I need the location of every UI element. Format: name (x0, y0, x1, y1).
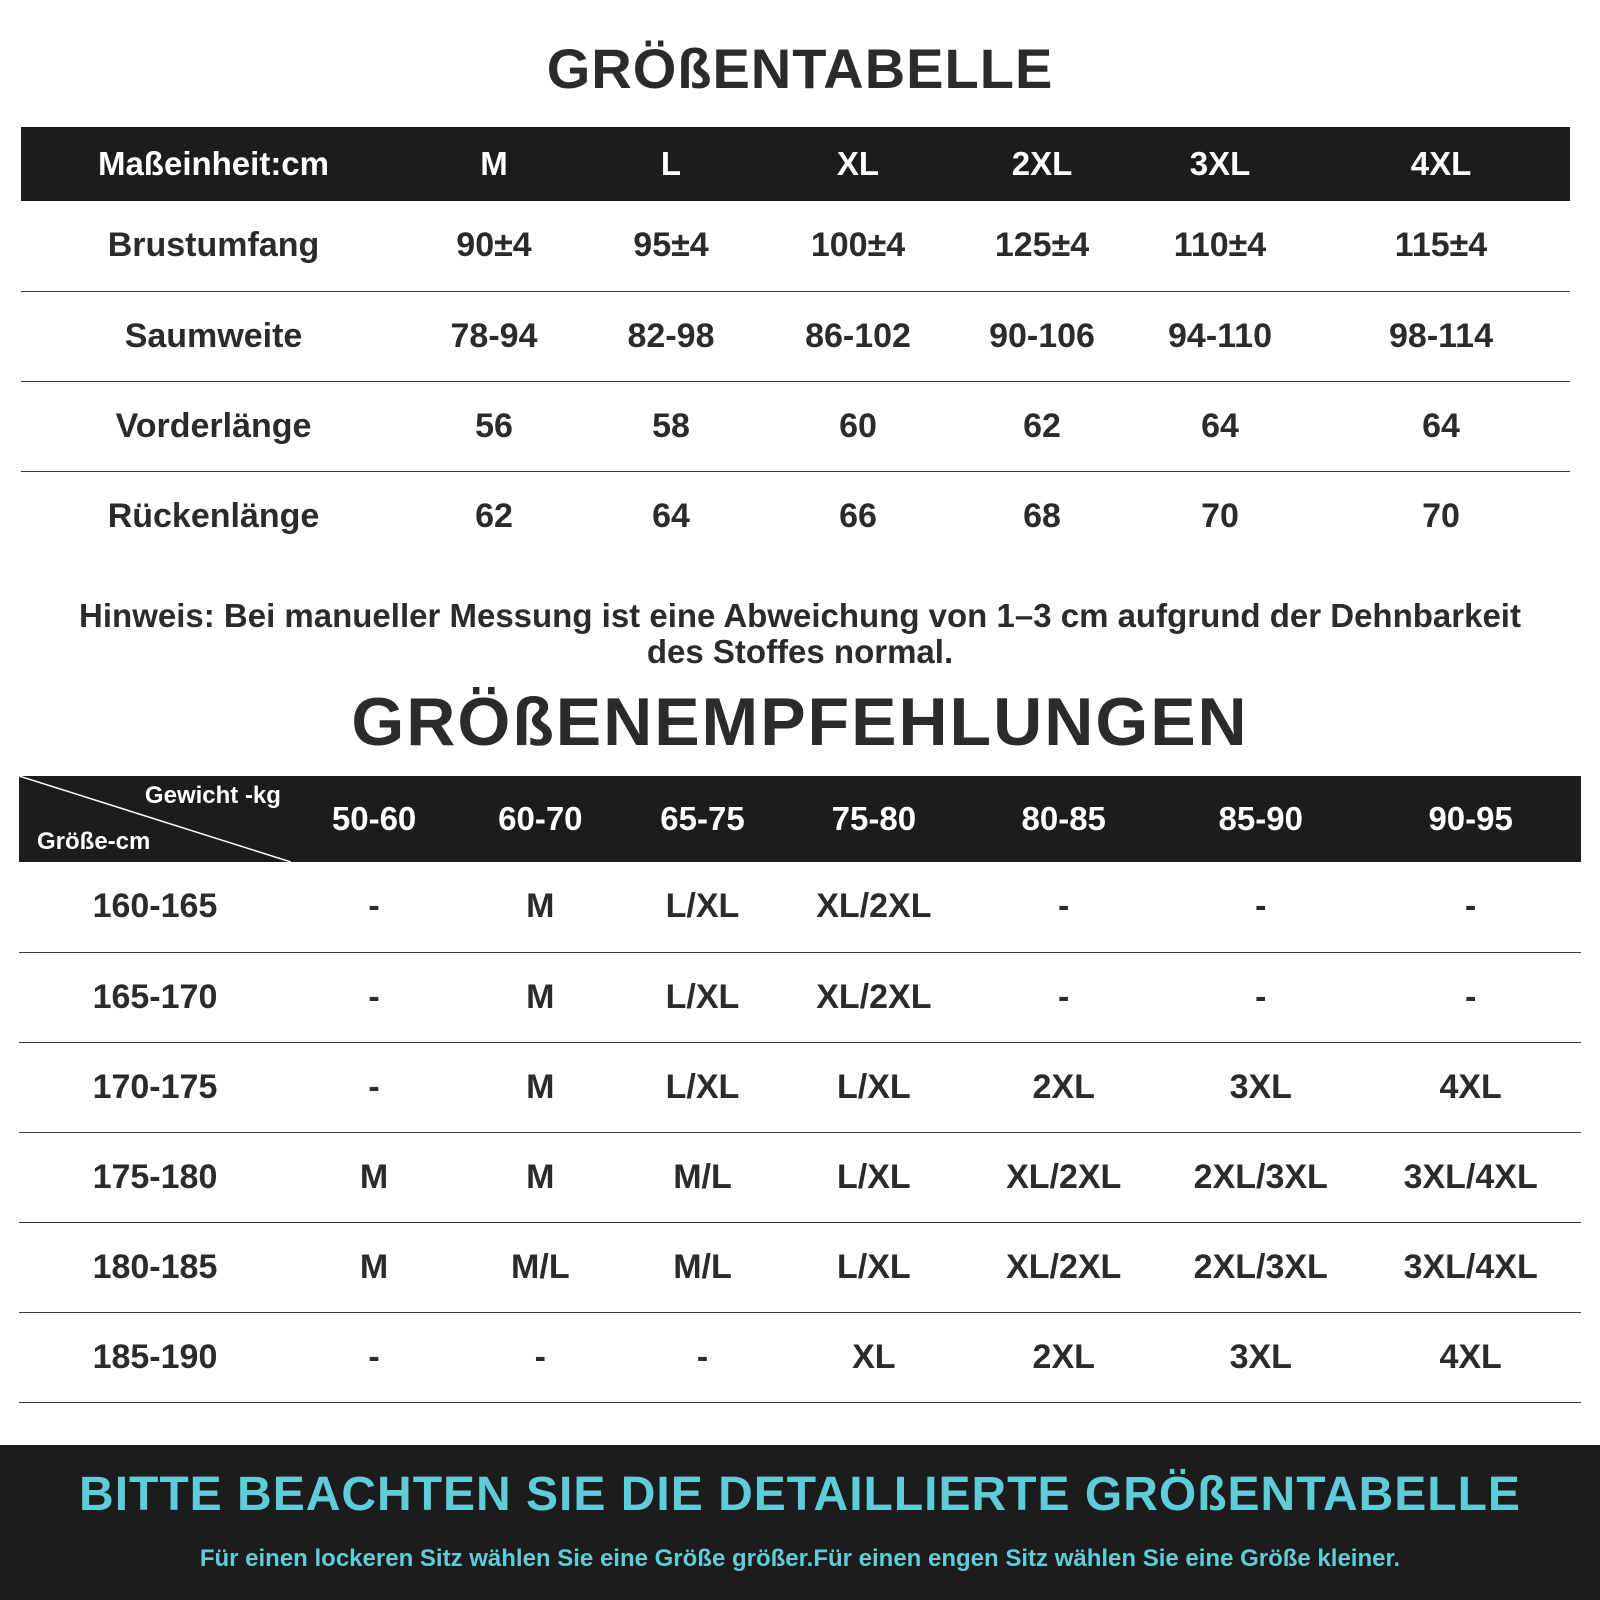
size-header-cell: M (480, 145, 508, 182)
measurement-value: 115±4 (1312, 201, 1570, 291)
recommended-size: M/L (623, 1132, 781, 1222)
recommended-size: M/L (457, 1222, 623, 1312)
recommendation-title: GRÖßENEMPFEHLUNGEN (351, 684, 1249, 760)
recommended-size: 2XL (966, 1312, 1161, 1402)
table-row (21, 381, 1570, 471)
info-banner (0, 1445, 1600, 1600)
size-header-cell: XL (836, 145, 880, 182)
banner-title: BITTE BEACHTEN SIE DIE DETAILLIERTE GRÖßENTABELLE (79, 1468, 1521, 1521)
measurement-label: Vorderlänge (21, 381, 406, 471)
weight-header-cell: 85-90 (1218, 800, 1303, 837)
height-range-label: 180-185 (19, 1222, 291, 1312)
weight-header-cell: 50-60 (331, 800, 417, 837)
recommended-size: 2XL (966, 1042, 1161, 1132)
recommended-size: - (457, 1312, 623, 1402)
table-row (19, 1132, 1581, 1222)
measurement-value: 64 (1312, 381, 1570, 471)
weight-header-cell: 90-95 (1428, 800, 1513, 837)
weight-header-cell: 80-85 (1021, 800, 1106, 837)
weight-axis-label: Gewicht -kg (144, 782, 281, 809)
size-chart-header-row (21, 127, 1570, 201)
measurement-value: 78-94 (406, 291, 582, 381)
recommended-size: XL/2XL (966, 1222, 1161, 1312)
measurement-label: Rückenlänge (107, 496, 320, 535)
recommended-size: XL (782, 1312, 967, 1402)
measurement-label: Saumweite (21, 291, 406, 381)
measurement-value: 90-106 (956, 291, 1128, 381)
recommended-size: - (1360, 862, 1581, 952)
recommended-size: - (1161, 862, 1360, 952)
recommended-size: - (1360, 952, 1581, 1042)
recommended-size: XL/2XL (782, 862, 967, 952)
measurement-value: 86-102 (760, 291, 956, 381)
recommended-size: - (291, 1312, 457, 1402)
recommended-size: 3XL/4XL (1360, 1132, 1581, 1222)
table-row (19, 1042, 1581, 1132)
recommended-size: L/XL (782, 1222, 967, 1312)
recommended-size: XL/2XL (782, 952, 967, 1042)
measurement-value: 70 (1422, 496, 1460, 535)
recommended-size: L/XL (782, 1042, 967, 1132)
measurement-value: 70 (1201, 496, 1239, 535)
height-range-label: 185-190 (19, 1312, 291, 1402)
measurement-value: 95±4 (582, 201, 760, 291)
size-header-cell: 4XL (1410, 145, 1472, 182)
recommended-size: M (457, 1042, 623, 1132)
recommended-size: - (1161, 952, 1360, 1042)
recommended-size: 2XL/3XL (1161, 1132, 1360, 1222)
measurement-value: 98-114 (1312, 291, 1570, 381)
recommended-size: M (457, 862, 623, 952)
table-row (21, 471, 1570, 561)
recommended-size: 3XL (1161, 1312, 1360, 1402)
measurement-value: 62 (956, 381, 1128, 471)
size-chart-table (21, 127, 1570, 561)
measurement-label: Brustumfang (21, 201, 406, 291)
measurement-value: 125±4 (956, 201, 1128, 291)
measurement-value: 60 (760, 381, 956, 471)
recommended-size: M (457, 1132, 623, 1222)
measurement-value: 100±4 (760, 201, 956, 291)
recommended-size: M (457, 952, 623, 1042)
recommended-size: - (966, 952, 1161, 1042)
measurement-value: 56 (406, 381, 582, 471)
recommended-size: - (623, 1312, 781, 1402)
table-row (19, 1222, 1581, 1312)
recommended-size: M (291, 1132, 457, 1222)
recommended-size: - (291, 862, 457, 952)
table-row (21, 291, 1570, 381)
measurement-value: 62 (475, 496, 513, 535)
recommended-size: M (291, 1222, 457, 1312)
recommended-size: 4XL (1360, 1042, 1581, 1132)
measurement-value: 58 (582, 381, 760, 471)
measurement-value: 110±4 (1128, 201, 1312, 291)
size-header-cell: 2XL (1011, 145, 1073, 182)
table-row (19, 1312, 1581, 1402)
height-range-label: 170-175 (19, 1042, 291, 1132)
measurement-value: 94-110 (1128, 291, 1312, 381)
recommended-size: - (291, 952, 457, 1042)
recommended-size: 3XL/4XL (1360, 1222, 1581, 1312)
recommended-size: 2XL/3XL (1161, 1222, 1360, 1312)
recommended-size: - (291, 1042, 457, 1132)
recommended-size: XL/2XL (966, 1132, 1161, 1222)
measurement-value: 64 (1128, 381, 1312, 471)
weight-header-cell: 65-75 (660, 800, 745, 837)
size-recommendation-table (19, 776, 1581, 1403)
height-range-label: 175-180 (19, 1132, 291, 1222)
height-range-label: 165-170 (19, 952, 291, 1042)
recommended-size: 3XL (1161, 1042, 1360, 1132)
measurement-value: 64 (652, 496, 690, 535)
measurement-value: 68 (1023, 496, 1061, 535)
measurement-value: 66 (839, 496, 877, 535)
recommended-size: L/XL (623, 862, 781, 952)
recommended-size: L/XL (623, 1042, 781, 1132)
measurement-note: Hinweis: Bei manueller Messung ist eine Abweichung von 1–3 cm aufgrund der Dehnbarkeit des Stoffes normal. (79, 597, 1521, 670)
banner-subtitle: Für einen lockeren Sitz wählen Sie eine Größe größer.Für einen engen Sitz wählen Sie eine Größe kleiner. (199, 1545, 1401, 1572)
recommendation-header-row (19, 776, 1581, 862)
corner-header-cell (19, 776, 291, 862)
recommended-size: L/XL (782, 1132, 967, 1222)
measurement-value: 90±4 (406, 201, 582, 291)
table-row (19, 952, 1581, 1042)
size-header-cell: 3XL (1189, 145, 1251, 182)
recommended-size: 4XL (1360, 1312, 1581, 1402)
table-row (19, 862, 1581, 952)
recommended-size: - (966, 862, 1161, 952)
table-row (21, 201, 1570, 291)
recommended-size: M/L (623, 1222, 781, 1312)
size-header-cell: L (660, 145, 682, 182)
height-axis-label: Größe-cm (37, 828, 151, 855)
weight-header-cell: 60-70 (498, 800, 583, 837)
weight-header-cell: 75-80 (831, 800, 917, 837)
height-range-label: 160-165 (19, 862, 291, 952)
measurement-value: 82-98 (582, 291, 760, 381)
size-chart-title: GRÖßENTABELLE (546, 37, 1054, 100)
recommended-size: L/XL (623, 952, 781, 1042)
unit-header: Maßeinheit:cm (97, 145, 330, 182)
